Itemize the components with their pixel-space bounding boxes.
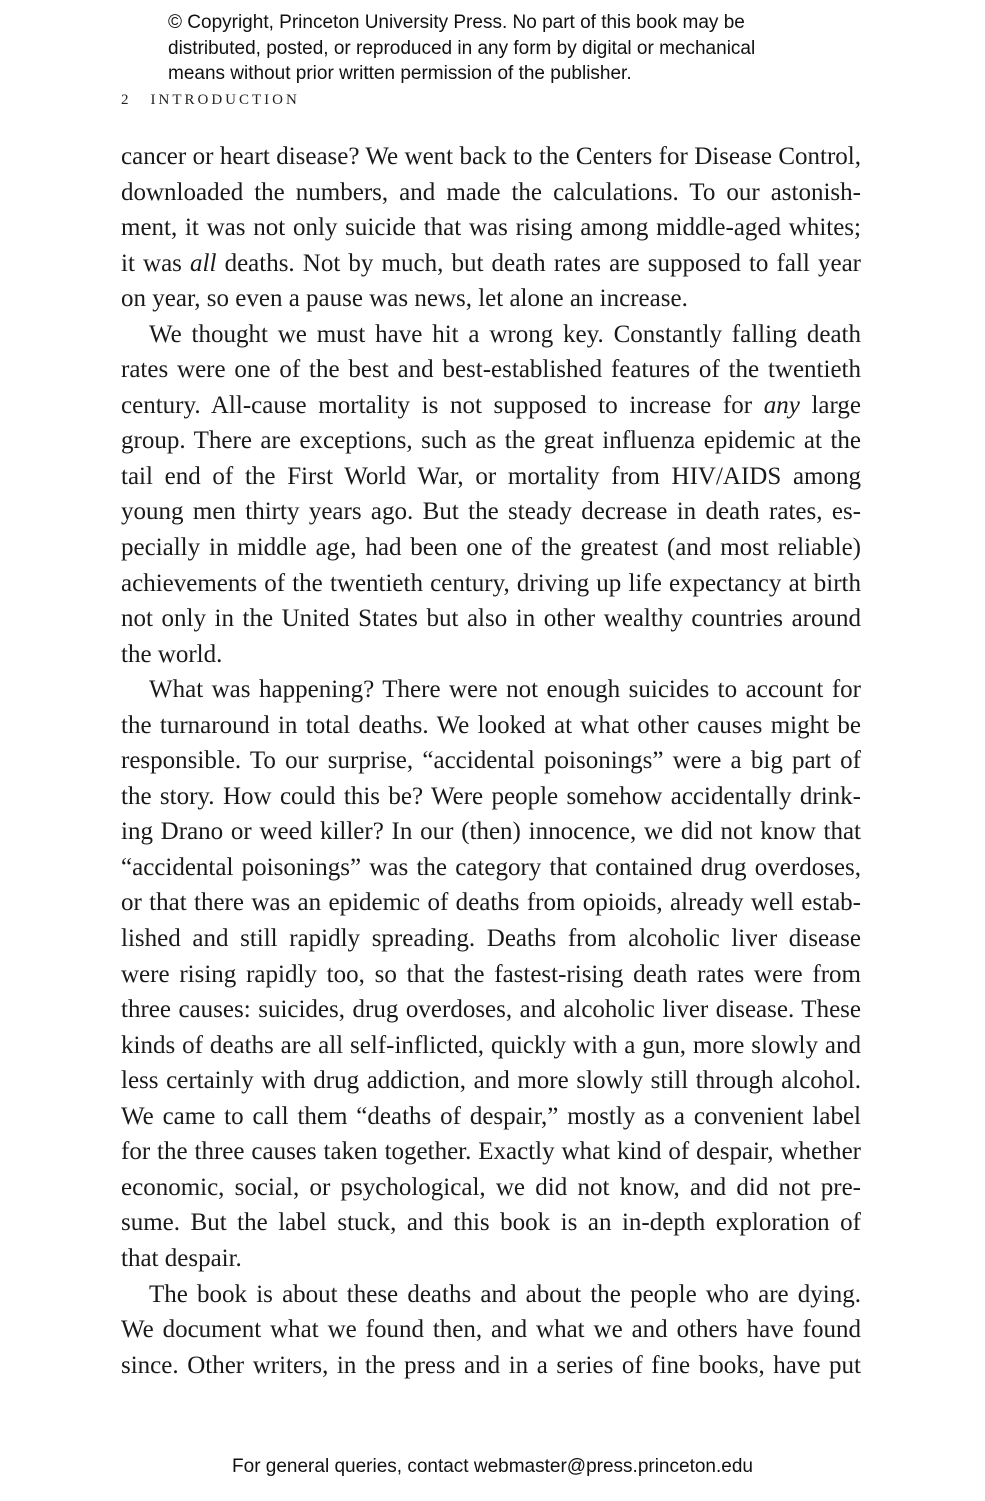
text-line: responsible. To our surprise, “accidental poisonings” were a big part of	[121, 747, 861, 775]
text-line: the story. How could this be? Were people somehow accidentally drink-	[121, 782, 861, 810]
text-line: tail end of the First World War, or mortality from HIV/AIDS among	[121, 462, 861, 490]
copyright-notice	[168, 10, 848, 87]
text-line: three causes: suicides, drug overdoses, and alcoholic liver disease. These	[121, 996, 861, 1024]
text-line: it was all deaths. Not by much, but death rates are supposed to fall year	[121, 249, 861, 277]
body-text	[121, 139, 861, 1383]
text-line: economic, social, or psychological, we did not know, and did not pre-	[121, 1173, 861, 1201]
text-line: less certainly with drug addiction, and more slowly still through alcohol.	[121, 1067, 861, 1095]
text-line: cancer or heart disease? We went back to the Centers for Disease Control,	[121, 143, 861, 170]
text-line: young men thirty years ago. But the steady decrease in death rates, es-	[121, 498, 861, 526]
text-line: We thought we must have hit a wrong key. Constantly falling death	[149, 320, 861, 348]
text-line: the world.	[121, 640, 223, 668]
text-line: “accidental poisonings” was the category that contained drug overdoses,	[121, 853, 861, 881]
text-line: not only in the United States but also in other wealthy countries around	[121, 605, 861, 633]
section-title: INTRODUCTION	[150, 92, 300, 108]
footer-contact: For general queries, contact webmaster@press.princeton.edu	[232, 1456, 753, 1477]
text-line: What was happening? There were not enough suicides to account for	[149, 676, 861, 704]
text-line: We came to call them “deaths of despair,” mostly as a convenient label	[121, 1102, 861, 1130]
text-line: for the three causes taken together. Exactly what kind of despair, whether	[121, 1138, 861, 1166]
text-line: pecially in middle age, had been one of the greatest (and most reliable)	[121, 534, 861, 562]
running-head	[121, 92, 300, 109]
copyright-line: means without prior written permission of the publisher.	[168, 63, 632, 84]
text-line: downloaded the numbers, and made the calculations. To our astonish-	[121, 178, 861, 206]
text-line: since. Other writers, in the press and in a series of fine books, have put	[121, 1351, 861, 1379]
copyright-line: distributed, posted, or reproduced in any form by digital or mechanical	[168, 37, 756, 59]
text-line: were rising rapidly too, so that the fastest-rising death rates were from	[121, 960, 861, 988]
copyright-line: © Copyright, Princeton University Press. No part of this book may be	[168, 12, 745, 33]
text-line: that despair.	[121, 1244, 242, 1272]
text-line: The book is about these deaths and about the people who are dying.	[149, 1280, 861, 1308]
text-line: lished and still rapidly spreading. Deaths from alcoholic liver disease	[121, 925, 861, 953]
text-line: century. All-cause mortality is not supposed to increase for any large	[121, 391, 861, 419]
text-line: the turnaround in total deaths. We looked at what other causes might be	[121, 711, 861, 739]
text-line: We document what we found then, and what we and others have found	[121, 1316, 861, 1344]
text-line: kinds of deaths are all self-inflicted, quickly with a gun, more slowly and	[121, 1031, 861, 1059]
text-line: achievements of the twentieth century, driving up life expectancy at birth	[121, 569, 861, 597]
text-line: sume. But the label stuck, and this book is an in-depth exploration of	[121, 1209, 861, 1237]
text-line: rates were one of the best and best-established features of the twentieth	[121, 356, 861, 384]
text-line: group. There are exceptions, such as the great influenza epidemic at the	[121, 427, 861, 455]
text-line: on year, so even a pause was news, let alone an increase.	[121, 285, 688, 313]
page-number: 2	[121, 92, 129, 108]
text-line: ment, it was not only suicide that was rising among middle-aged whites;	[121, 214, 861, 242]
text-line: ing Drano or weed killer? In our (then) innocence, we did not know that	[121, 818, 861, 846]
text-line: or that there was an epidemic of deaths from opioids, already well estab-	[121, 889, 861, 917]
